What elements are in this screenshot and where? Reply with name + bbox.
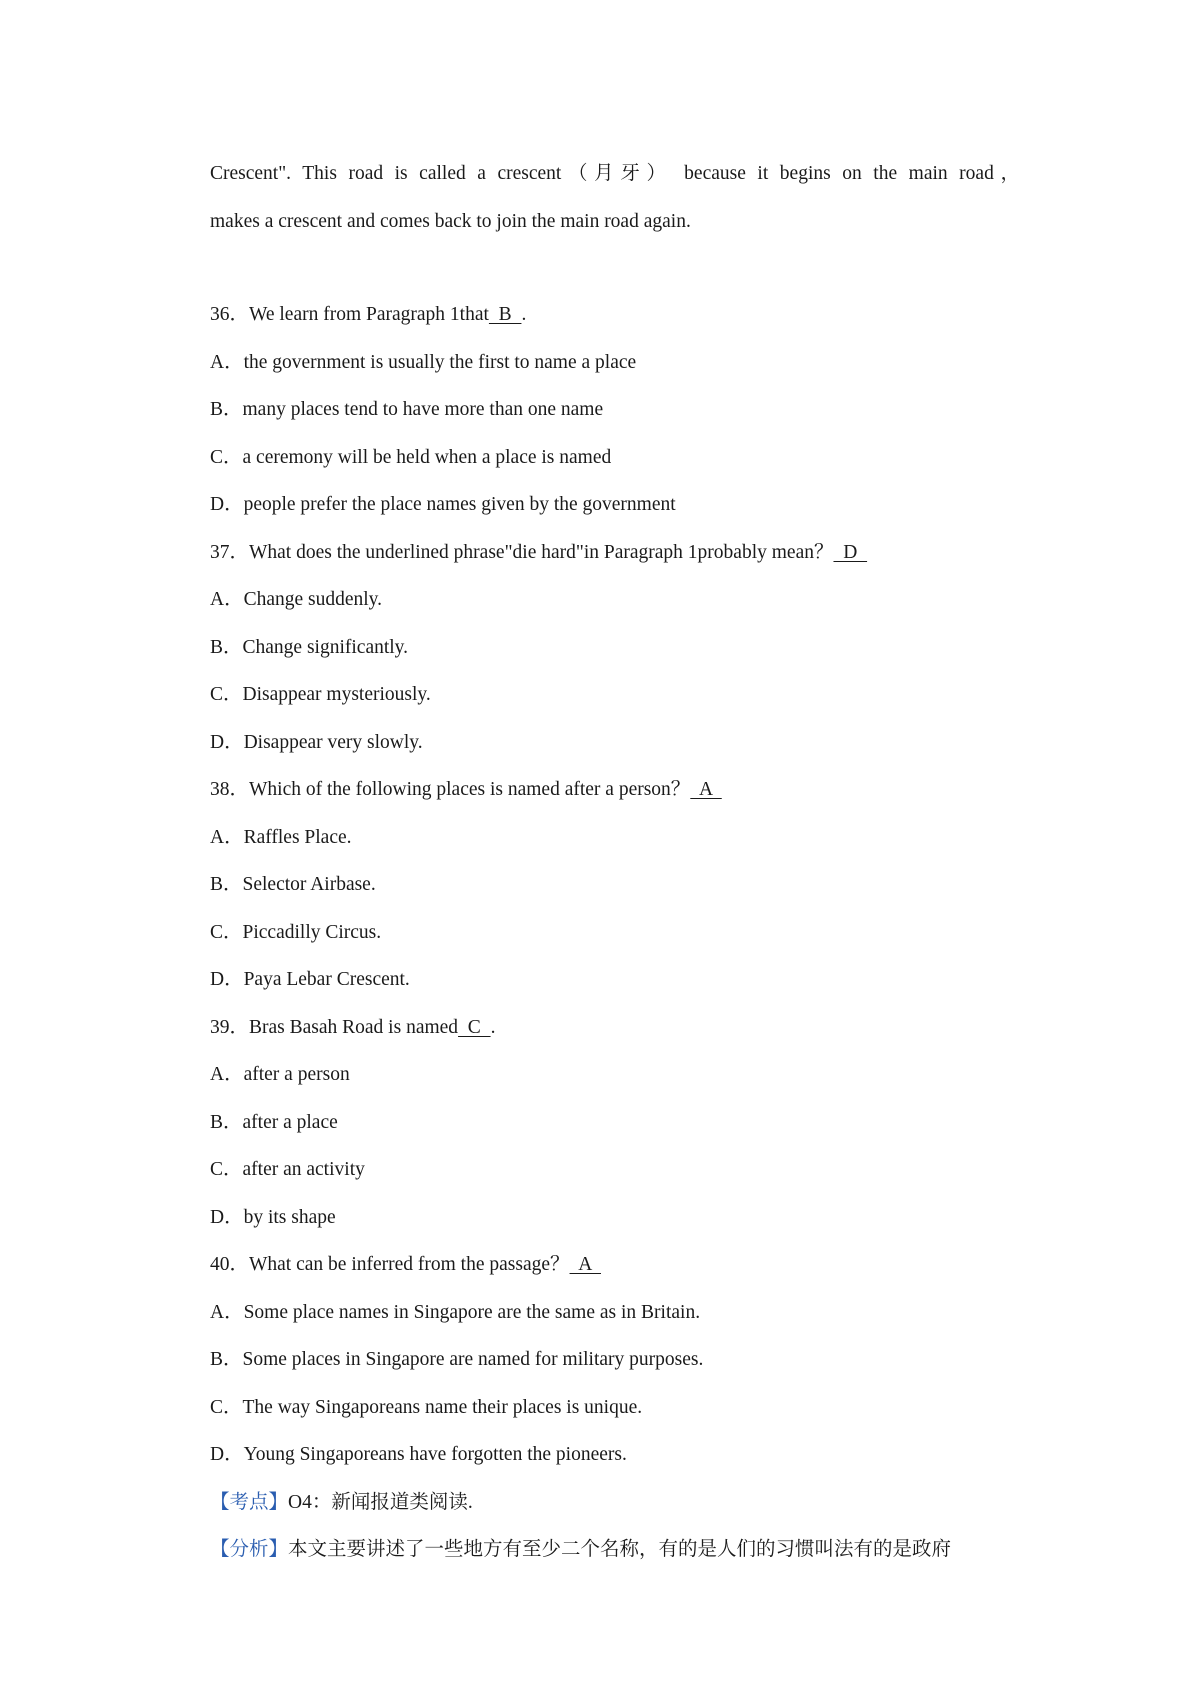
question-38-option-a: A．Raffles Place. xyxy=(210,826,352,848)
question-39-suffix: . xyxy=(490,1016,496,1038)
question-38-stem xyxy=(210,766,1020,814)
question-40-answer: A xyxy=(569,1254,601,1275)
fenxi-line xyxy=(210,1526,1020,1574)
question-38-option-c: C．Piccadilly Circus. xyxy=(210,921,382,943)
question-39-text: 39．Bras Basah Road is named xyxy=(210,1016,459,1038)
question-38-option-b: B．Selector Airbase. xyxy=(210,874,376,895)
question-39-option-a: A．after a person xyxy=(210,1064,350,1085)
passage-line-1: Crescent". This road is called a crescent（月牙） because it begins on the main road， xyxy=(210,163,1020,184)
question-36-option-c: C．a ceremony will be held when a place is named xyxy=(210,446,612,468)
question-37-option-d: D．Disappear very slowly. xyxy=(210,731,423,753)
question-37-answer: D xyxy=(833,541,868,563)
question-40-option-c: C．The way Singaporeans name their places is unique. xyxy=(210,1396,643,1418)
kaodian-tag: 【考点】 xyxy=(210,1491,289,1513)
question-40-option-a: A．Some place names in Singapore are the same as in Britain. xyxy=(210,1301,701,1323)
fenxi-text: 本文主要讲述了一些地方有至少二个名称，有的是人们的习惯叫法有的是政府 xyxy=(288,1539,952,1560)
kaodian-text: O4：新闻报道类阅读. xyxy=(288,1491,473,1513)
question-36-option-d: D．people prefer the place names given by the government xyxy=(210,494,676,515)
question-39-stem xyxy=(210,1004,1020,1052)
question-40-text: 40．What can be inferred from the passage？ xyxy=(210,1254,570,1275)
question-39-option-d: D．by its shape xyxy=(210,1206,336,1228)
question-40-option-b: B．Some places in Singapore are named for military purposes. xyxy=(210,1349,704,1370)
paragraph-gap xyxy=(210,245,1020,291)
question-40-option-d: D．Young Singaporeans have forgotten the pioneers. xyxy=(210,1444,627,1465)
question-36-suffix: . xyxy=(521,304,527,325)
passage-line-2: makes a crescent and comes back to join the main road again. xyxy=(210,210,691,232)
question-36-answer: B xyxy=(488,304,522,325)
question-38-text: 38．Which of the following places is named after a person？ xyxy=(210,779,691,800)
fenxi-tag: 【分析】 xyxy=(210,1539,289,1560)
question-38-answer: A xyxy=(690,779,722,800)
document-content xyxy=(210,150,1020,1574)
question-36-text: 36．We learn from Paragraph 1that xyxy=(210,304,489,325)
question-37-stem xyxy=(210,529,1020,577)
question-39-option-b: B．after a place xyxy=(210,1111,338,1133)
question-36-option-b: B．many places tend to have more than one name xyxy=(210,399,604,420)
question-39-answer: C xyxy=(458,1016,491,1038)
question-40-stem xyxy=(210,1241,1020,1289)
question-37-option-a: A．Change suddenly. xyxy=(210,589,383,610)
question-37-option-c: C．Disappear mysteriously. xyxy=(210,684,431,705)
question-38-option-d: D．Paya Lebar Crescent. xyxy=(210,969,410,990)
kaodian-line xyxy=(210,1479,1020,1527)
question-36-option-a: A．the government is usually the first to name a place xyxy=(210,351,637,373)
question-37-option-b: B．Change significantly. xyxy=(210,636,409,658)
question-39-option-c: C．after an activity xyxy=(210,1159,365,1180)
question-36-stem xyxy=(210,291,1020,339)
question-37-text: 37．What does the underlined phrase"die hard"in Paragraph 1probably mean？ xyxy=(210,541,834,563)
